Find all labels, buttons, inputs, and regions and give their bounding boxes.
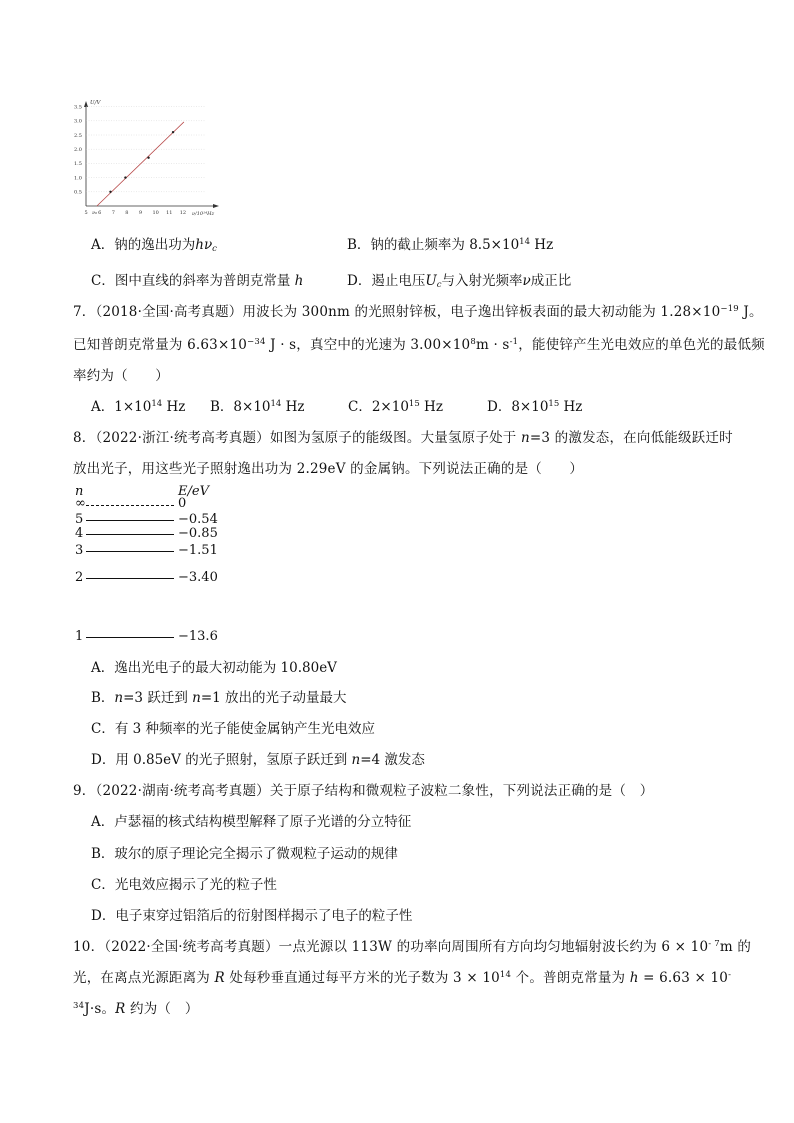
q7-option-b: B．$8\times 10^{14}$ Hz (210, 399, 305, 415)
graph-xtick-2: 7 (111, 210, 115, 216)
level-line-4 (86, 534, 174, 535)
graph-xtick-1: 6 (98, 210, 102, 216)
graph-ytick-0: 0.5 (74, 189, 82, 196)
q6-option-c: C．图中直线的斜率为普朗克常量 h (91, 273, 304, 289)
graph-nu0-label: ν₀ (92, 210, 98, 216)
q8-stem-line-1: 8．（2022·浙江·统考高考真题）如图为氢原子的能级图。大量氢原子处于 n=3 的激发态，在向低能级跃迁时 (73, 430, 733, 446)
level-e-2: −3.40 (178, 570, 218, 585)
level-line-5 (86, 520, 174, 521)
q10-stem-line-3: $^{34}$J·s。R 约为（ ） (73, 1001, 199, 1017)
diagram-n-header: n (75, 484, 84, 499)
q9-option-a: A．卢瑟福的核式结构模型解释了原子光谱的分立特征 (91, 814, 412, 830)
graph-ytick-2: 1.5 (74, 161, 82, 168)
graph-fit-line (97, 122, 184, 206)
q7-stem-line-1: 7．（2018·全国·高考真题）用波长为 300nm 的光照射锌板，电子逸出锌板表面的最大初动能为 $1.28\times 10^{-19}$ J。 (73, 304, 763, 320)
q7-option-a: A．$1\times 10^{14}$ Hz (91, 399, 186, 415)
q9-option-c: C．光电效应揭示了光的粒子性 (91, 877, 277, 893)
q7-option-d: D．$8\times 10^{15}$ Hz (487, 399, 583, 415)
q8-option-c: C．有 3 种频率的光子能使金属钠产生光电效应 (91, 721, 376, 737)
q10-stem-line-2: 光，在离点光源距离为 R 处每秒垂直通过每平方米的光子数为 $3 \times 10^{14}$ 个。普朗克常量为 h = 6.63 × 10- (73, 970, 732, 986)
level-e-inf: 0 (178, 496, 187, 511)
level-line-2 (86, 578, 174, 579)
graph-ytick-4: 2.5 (74, 132, 82, 139)
q8-stem-line-2: 放出光子，用这些光子照射逸出功为 2.29eV 的金属钠。下列说法正确的是（ ） (73, 461, 584, 477)
diagram-e-header: E/eV (178, 484, 209, 499)
level-e-1: −13.6 (178, 629, 218, 644)
level-n-inf: ∞ (75, 496, 86, 511)
q8-option-d: D．用 0.85eV 的光子照射，氢原子跃迁到 n=4 激发态 (91, 752, 425, 768)
q10-stem-line-1: 10．（2022·全国·统考高考真题）一点光源以 113W 的功率向周围所有方向均匀地辐射波长约为 $6 \times 10^{- 7}m$ 的 (73, 939, 752, 955)
graph-xtick-4: 9 (138, 210, 143, 216)
graph-ytick-3: 2.0 (74, 147, 82, 153)
q9-stem: 9．（2022·湖南·统考高考真题）关于原子结构和微观粒子波粒二象性，下列说法正确的是（ ） (73, 783, 654, 799)
level-line-1 (86, 637, 174, 638)
q9-option-b: B．玻尔的原子理论完全揭示了微观粒子运动的规律 (91, 846, 398, 862)
graph-xtick-3: 8 (125, 210, 129, 216)
q8-option-a: A．逸出光电子的最大初动能为 10.80eV (91, 660, 337, 676)
q6-option-d: D．遏止电压$U_c$与入射光频率ν成正比 (347, 273, 572, 290)
level-e-4: −0.85 (178, 526, 218, 541)
q7-option-c: C．$2\times 10^{15}$ Hz (348, 399, 443, 415)
graph-xtick-6: 11 (166, 210, 173, 216)
graph-ytick-5: 3.0 (74, 118, 82, 125)
graph-ytick-6: 3.5 (74, 104, 82, 111)
q6-option-a: A．钠的逸出功为$h\nu_c$ (91, 237, 217, 254)
graph-data-point-1 (124, 176, 126, 178)
graph-data-point-0 (109, 191, 111, 193)
stopping-voltage-graph (66, 92, 222, 220)
q8-option-b: B．n=3 跃迁到 n=1 放出的光子动量最大 (91, 690, 347, 706)
level-n-1: 1 (75, 629, 84, 644)
level-line-inf (86, 505, 174, 506)
graph-xtick-5: 10 (152, 210, 159, 216)
graph-data-point-3 (172, 131, 174, 133)
graph-xtick-0: 5 (84, 210, 88, 216)
level-e-3: −1.51 (178, 543, 218, 558)
level-line-3 (86, 551, 174, 552)
q7-stem-line-3: 率约为（ ） (73, 368, 169, 384)
q6-option-b: B．钠的截止频率为 $8.5\times 10^{14}$ Hz (347, 237, 554, 253)
level-n-3: 3 (75, 543, 84, 558)
level-n-4: 4 (75, 526, 84, 541)
graph-y-axis-label: U/V (90, 100, 101, 106)
q9-option-d: D．电子束穿过铝箔后的衍射图样揭示了电子的粒子性 (91, 908, 413, 924)
level-e-5: −0.54 (178, 512, 218, 527)
graph-x-axis-label: ν/10¹⁴Hz (192, 211, 215, 217)
level-n-5: 5 (75, 512, 84, 527)
graph-data-point-2 (147, 157, 149, 159)
level-n-2: 2 (75, 570, 84, 585)
graph-xtick-7: 12 (179, 210, 187, 216)
graph-ytick-1: 1.0 (74, 175, 82, 182)
q7-stem-line-2: 已知普朗克常量为 $6.63\times 10^{-34}$ J · s，真空中的光速为 $3.00\times 10^8m \cdot s^{-1}$，能使锌产生光电效应的单色光的最低频 (73, 337, 765, 353)
